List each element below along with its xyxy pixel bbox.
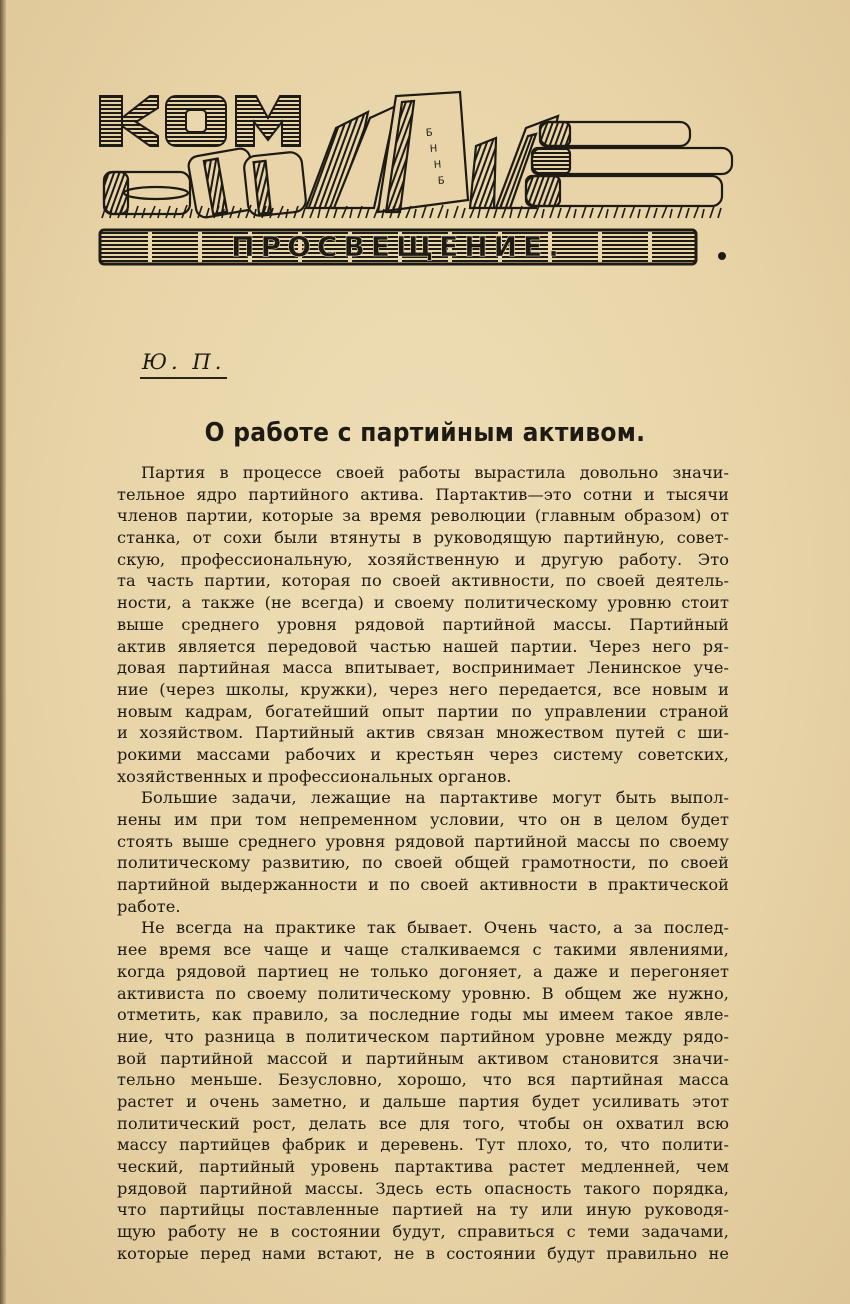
masthead-top-word [100,96,300,146]
book-spine-letter: Н [433,159,442,171]
body-line: стоять выше среднего уровня рядовой партийной массы по своему [117,831,729,851]
book-spine-letter: Н [429,143,438,155]
body-line: отметить, как правило, за последние годы мы имеем такое явле- [117,1005,729,1025]
masthead-bottom-word-text: ПРОСВЕЩЕНИЕ. [231,230,565,263]
article-author: Ю. П. [140,349,227,379]
body-line: нее время все чаще и чаще сталкиваемся с такими явлениями, [117,940,729,960]
body-line: тельное ядро партийного актива. Партактив—это сотни и тысячи [117,484,729,504]
book-spine-letter: Б [425,127,434,139]
masthead-top-word-text: КОМ [310,140,313,141]
body-line: и хозяйством. Партийный актив связан множеством путей с ши- [117,723,729,743]
body-line: вой партийной массой и партийным активом становится значи- [117,1048,729,1068]
body-line: ности, а также (не всегда) и своему политическому уровню стоит [117,593,729,613]
body-line: нены им при том непременном условии, что он в целом будет [117,810,729,829]
masthead-logo [96,88,746,268]
body-line: щую работу не в состоянии будут, справиться с теми задачами, [117,1222,729,1242]
body-line: активиста по своему политическому уровню. В общем же нужно, [117,983,729,1003]
masthead-illustration [96,88,746,268]
body-line: ние (через школы, кружки), через него передается, все новым и [117,679,729,699]
body-line: которые перед нами встают, не в состоянии будут правильно не [117,1243,729,1263]
body-line: массу партийцев фабрик и деревень. Тут плохо, то, что полити- [117,1135,729,1155]
body-line: Не всегда на практике так бывает. Очень часто, а за послед- [141,918,729,938]
body-line: ческий, партийный уровень партактива растет медленней, чем [117,1157,729,1176]
body-line: растет и очень заметно, и дальше партия будет усиливать этот [117,1091,729,1111]
body-line: довая партийная масса впитывает, воспринимает Ленинское уче- [117,658,729,678]
body-line: работе. [117,896,181,916]
body-line: политическому развитию, по своей общей грамотности, по своей [117,853,729,873]
body-line: выше среднего уровня рядовой партийной массы. Партийный [117,614,729,634]
body-line: тельно меньше. Безусловно, хорошо, что вся партийная масса [117,1070,729,1090]
article-title: О работе с партийным активом. [204,418,646,448]
body-line: политический рост, делать все для того, чтобы он охватил всю [117,1113,729,1133]
body-line: та часть партии, которая по своей активности, по своей деятель- [117,571,729,591]
body-line: станка, от сохи были втянуты в руководящую партийную, совет- [117,528,729,548]
body-line: когда рядовой партиец не только догоняет, а даже и перегоняет [117,961,729,981]
body-line: Большие задачи, лежащие на партактиве могут быть выпол- [141,788,729,808]
body-line: членов партии, которые за время революции (главным образом) от [117,506,729,526]
body-line: рокими массами рабочих и крестьян через систему советских, [117,744,729,764]
body-line: скую, профессиональную, хозяйственную и другую работу. Это [117,549,729,569]
body-line: рядовой партийной массы. Здесь есть опасность такого порядка, [117,1178,729,1198]
body-line: Партия в процессе своей работы вырастила довольно значи- [141,463,729,482]
article-body [117,462,729,1264]
body-line: хозяйственных и профессиональных органов. [117,766,512,786]
body-line: что партийцы поставленные партией на ту или иную руководя- [117,1200,729,1220]
body-line: ние, что разница в политическом партийном уровне между рядо- [117,1026,729,1046]
body-line: партийной выдержанности и по своей активности в практической [117,875,729,895]
page-binding-shadow [0,0,6,1304]
body-line: новым кадрам, богатейший опыт партии по управлении страной [117,701,729,721]
body-line: актив является передовой частью нашей партии. Через него ря- [117,636,729,656]
masthead-bottom-word [100,230,726,264]
book-spine-letter: Б [437,175,446,187]
